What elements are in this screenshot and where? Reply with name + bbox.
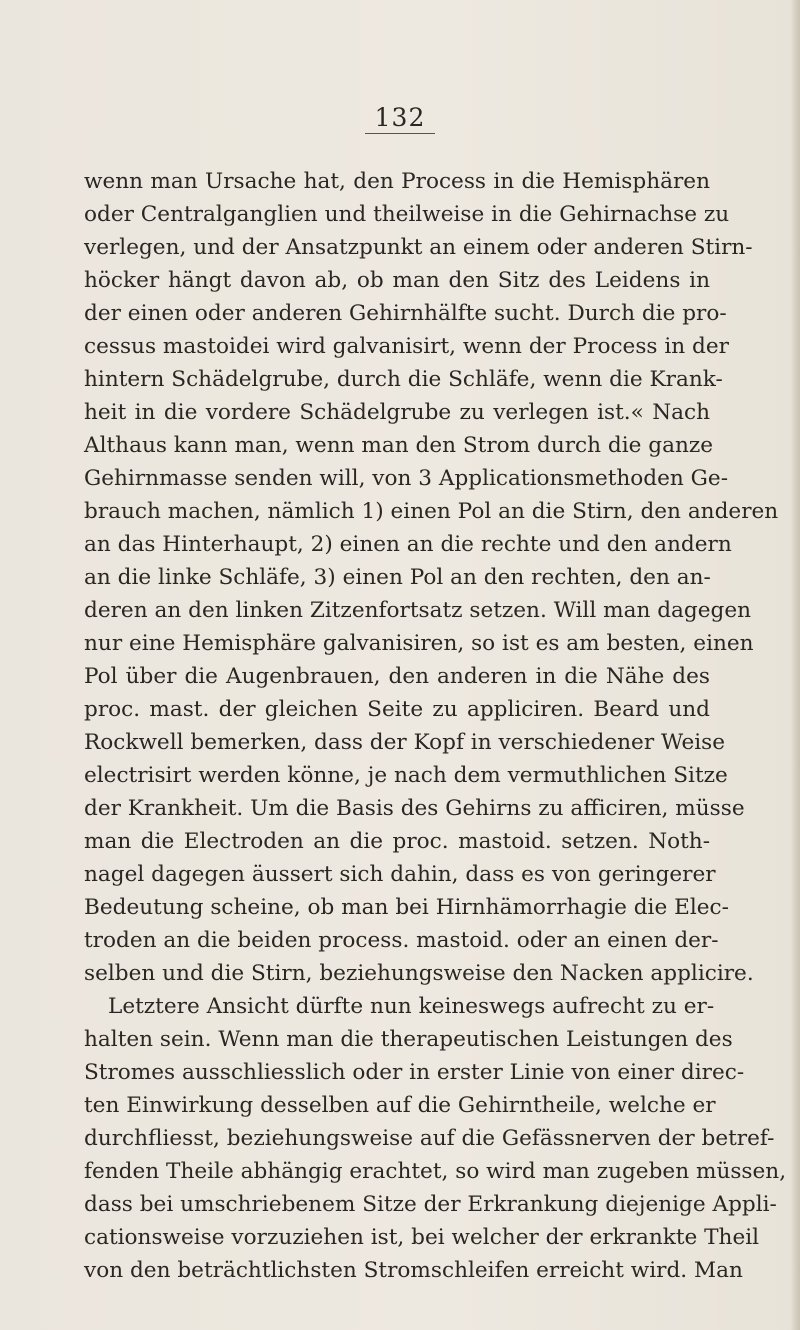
text-line-13: an die linke Schläfe, 3) einen Pol an den rechten, den an- — [84, 565, 711, 590]
body-text — [84, 165, 787, 1287]
text-line-25: selben und die Stirn, beziehungsweise den Nacken applicire. — [84, 961, 754, 986]
text-line-5: der einen oder anderen Gehirnhälfte sucht. Durch die pro- — [84, 301, 727, 326]
text-line-9: Althaus kann man, wenn man den Strom durch die ganze — [84, 433, 714, 458]
text-line-24: troden an die beiden process. mastoid. oder an einen der- — [84, 928, 719, 953]
text-line-30: durchfliesst, beziehungsweise auf die Gefässnerven der betref- — [84, 1126, 775, 1151]
text-line-17: proc. mast. der gleichen Seite zu appliciren. Beard und — [84, 697, 710, 722]
text-line-16: Pol über die Augenbrauen, den anderen in die Nähe des — [84, 664, 710, 689]
text-line-7: hintern Schädelgrube, durch die Schläfe, wenn die Krank- — [84, 367, 723, 392]
text-line-14: deren an den linken Zitzenfortsatz setzen. Will man dagegen — [84, 598, 752, 623]
text-line-23: Bedeutung scheine, ob man bei Hirnhämorrhagie die Elec- — [84, 895, 729, 920]
text-line-28: Stromes ausschliesslich oder in erster Linie von einer direc- — [84, 1060, 745, 1085]
page-number-text: 132 — [365, 104, 436, 134]
text-line-33: cationsweise vorzuziehen ist, bei welcher der erkrankte Theil — [84, 1225, 760, 1250]
page-edge-shadow — [790, 0, 800, 1330]
text-line-31: fenden Theile abhängig erachtet, so wird man zugeben müssen, — [84, 1159, 787, 1184]
text-line-34: von den beträchtlichsten Stromschleifen erreicht wird. Man — [84, 1258, 743, 1283]
page-number — [0, 104, 800, 134]
text-line-32: dass bei umschriebenem Sitze der Erkrankung diejenige Appli- — [84, 1192, 777, 1217]
text-line-29: ten Einwirkung desselben auf die Gehirntheile, welche er — [84, 1093, 716, 1118]
text-line-15: nur eine Hemisphäre galvanisiren, so ist es am besten, einen — [84, 631, 754, 656]
text-line-8: heit in die vordere Schädelgrube zu verlegen ist.« Nach — [84, 400, 710, 425]
text-line-18: Rockwell bemerken, dass der Kopf in verschiedener Weise — [84, 730, 726, 755]
text-line-6: cessus mastoidei wird galvanisirt, wenn der Process in der — [84, 334, 729, 359]
text-line-4: höcker hängt davon ab, ob man den Sitz des Leidens in — [84, 268, 710, 293]
text-line-3: verlegen, und der Ansatzpunkt an einem oder anderen Stirn- — [84, 235, 753, 260]
text-line-2: oder Centralganglien und theilweise in die Gehirnachse zu — [84, 202, 730, 227]
text-line-20: der Krankheit. Um die Basis des Gehirns zu afficiren, müsse — [84, 796, 745, 821]
text-line-10: Gehirnmasse senden will, von 3 Applicationsmethoden Ge- — [84, 466, 729, 491]
text-line-19: electrisirt werden könne, je nach dem vermuthlichen Sitze — [84, 763, 728, 788]
text-line-21: man die Electroden an die proc. mastoid. setzen. Noth- — [84, 829, 710, 854]
text-line-26: Letztere Ansicht dürfte nun keineswegs aufrecht zu er- — [108, 994, 715, 1019]
text-line-1: wenn man Ursache hat, den Process in die Hemisphären — [84, 169, 710, 194]
text-line-22: nagel dagegen äussert sich dahin, dass es von geringerer — [84, 862, 716, 887]
text-line-27: halten sein. Wenn man die therapeutischen Leistungen des — [84, 1027, 733, 1052]
text-line-12: an das Hinterhaupt, 2) einen an die rechte und den andern — [84, 532, 732, 557]
text-line-11: brauch machen, nämlich 1) einen Pol an die Stirn, den anderen — [84, 499, 779, 524]
